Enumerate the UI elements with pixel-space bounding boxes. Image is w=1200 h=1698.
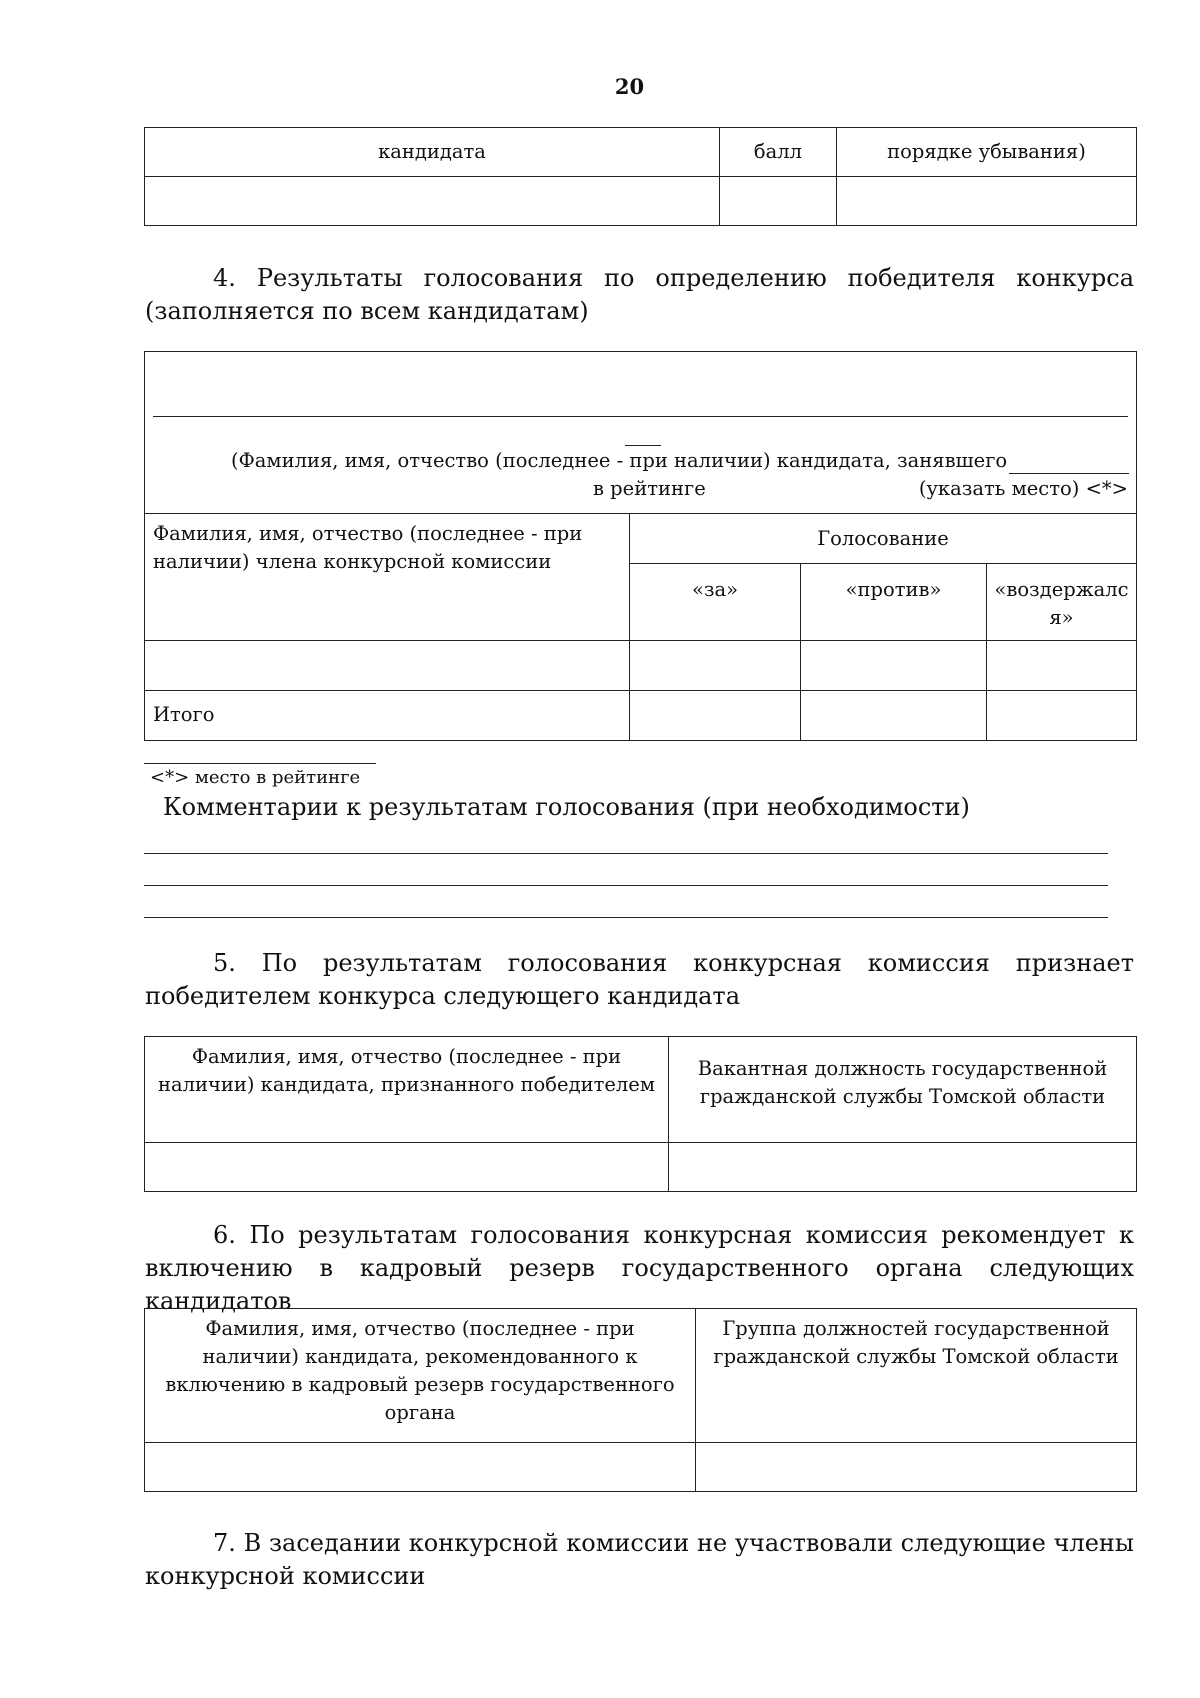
section-6-text: 6. По результатам голосования конкурсная комиссия рекомендует к включению в кадровый резерв государственного органа следующих кандидатов bbox=[145, 1221, 1134, 1315]
table-cell bbox=[145, 641, 630, 691]
header-order: порядке убывания) bbox=[837, 128, 1137, 177]
table-cell bbox=[145, 177, 720, 226]
voting-header: Голосование bbox=[630, 514, 1137, 564]
table-cell bbox=[801, 691, 987, 741]
caption-line-1: (Фамилия, имя, отчество (последнее - при наличии) кандидата, занявшего bbox=[231, 449, 1008, 472]
vote-for-header: «за» bbox=[630, 564, 801, 641]
comment-line bbox=[144, 853, 1108, 854]
vacant-position-header: Вакантная должность государственной гражданской службы Томской области bbox=[669, 1037, 1137, 1143]
position-group-header: Группа должностей государственной гражданской службы Томской области bbox=[696, 1309, 1137, 1443]
table-cell bbox=[630, 691, 801, 741]
section-5-text: 5. По результатам голосования конкурсная комиссия признает победителем конкурса следующего кандидата bbox=[145, 949, 1134, 1010]
table-cell bbox=[630, 641, 801, 691]
rating-table bbox=[144, 127, 1137, 226]
table-cell bbox=[987, 641, 1137, 691]
comment-line bbox=[144, 885, 1108, 886]
table-cell bbox=[720, 177, 837, 226]
table-cell bbox=[145, 1443, 696, 1492]
footnote: <*> место в рейтинге bbox=[150, 767, 361, 788]
table-cell bbox=[801, 641, 987, 691]
winner-name-header: Фамилия, имя, отчество (последнее - при наличии) кандидата, признанного победителем bbox=[145, 1037, 669, 1143]
page-number: 20 bbox=[614, 74, 645, 99]
short-line bbox=[625, 445, 661, 446]
header-candidate: кандидата bbox=[145, 128, 720, 177]
table-cell bbox=[696, 1443, 1137, 1492]
winner-caption-box bbox=[144, 351, 1137, 515]
footnote-separator bbox=[144, 763, 376, 764]
comments-label: Комментарии к результатам голосования (при необходимости) bbox=[163, 793, 970, 821]
table-cell bbox=[987, 691, 1137, 741]
table-cell bbox=[145, 1143, 669, 1192]
section-7-text: 7. В заседании конкурсной комиссии не участвовали следующие члены конкурсной комиссии bbox=[145, 1529, 1134, 1590]
candidate-name-line bbox=[153, 416, 1128, 417]
place-line bbox=[1009, 473, 1129, 474]
voting-table bbox=[144, 513, 1137, 741]
table-cell bbox=[837, 177, 1137, 226]
winner-table bbox=[144, 1036, 1137, 1192]
comment-line bbox=[144, 917, 1108, 918]
vote-abstain-header: «воздержался» bbox=[987, 564, 1137, 641]
table-cell bbox=[669, 1143, 1137, 1192]
caption-place: (указать место) <*> bbox=[918, 477, 1128, 500]
section-4-text: 4. Результаты голосования по определению победителя конкурса (заполняется по всем кандидатам) bbox=[145, 264, 1134, 325]
total-label: Итого bbox=[145, 691, 630, 741]
caption-rating: в рейтинге bbox=[593, 477, 706, 500]
member-header: Фамилия, имя, отчество (последнее - при наличии) члена конкурсной комиссии bbox=[145, 514, 630, 641]
vote-against-header: «против» bbox=[801, 564, 987, 641]
reserve-name-header: Фамилия, имя, отчество (последнее - при наличии) кандидата, рекомендованного к включению в кадровый резерв государственного органа bbox=[145, 1309, 696, 1443]
reserve-table bbox=[144, 1308, 1137, 1492]
header-score: балл bbox=[720, 128, 837, 177]
